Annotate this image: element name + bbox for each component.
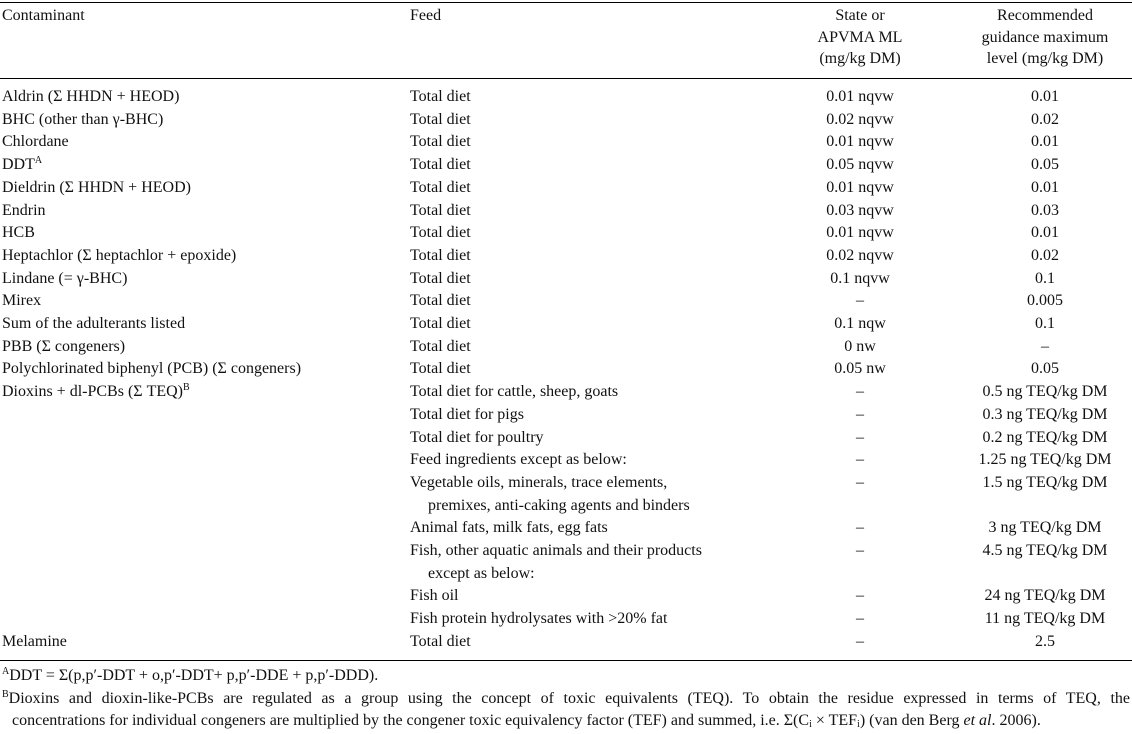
footnote-marker: B xyxy=(183,382,190,394)
subscript: i xyxy=(809,719,812,730)
cell-contaminant xyxy=(2,109,402,132)
feed-line: Total diet xyxy=(410,133,471,151)
cell-feed xyxy=(410,358,755,381)
footnote-marker: A xyxy=(34,155,43,167)
cell-recommended-level: 0.01 xyxy=(1031,88,1059,105)
cell-feed xyxy=(410,608,755,631)
cell-recommended-level: 1.25 ng TEQ/kg DM xyxy=(978,451,1112,469)
cell-recommended-level: 0.05 xyxy=(1031,360,1059,378)
footnote-text: . 2006). xyxy=(991,712,1041,729)
cell-feed xyxy=(410,449,755,472)
contaminant-name: HCB xyxy=(2,224,35,242)
feed-line: Fish, other aquatic animals and their products xyxy=(410,542,702,559)
feed-line: Total diet xyxy=(410,224,471,242)
cell-recommended-level: 0.05 xyxy=(1031,156,1059,174)
cell-recommended-level: 0.005 xyxy=(1027,292,1063,310)
feed-line: Total diet xyxy=(410,337,471,355)
header-line: State or xyxy=(835,7,885,24)
cell-feed xyxy=(410,177,755,200)
cell-state-ml: – xyxy=(856,542,864,559)
contaminant-name: Endrin xyxy=(2,201,46,219)
contaminant-name: Dioxins + dl-PCBs (Σ TEQ) xyxy=(2,383,184,401)
cell-feed xyxy=(410,222,755,245)
cell-contaminant xyxy=(2,154,402,177)
footnote-text: × TEF xyxy=(811,712,858,729)
cell-feed xyxy=(410,268,755,291)
cell-recommended-level: 0.01 xyxy=(1031,178,1059,196)
cell-recommended-level: 0.02 xyxy=(1031,110,1059,128)
header-line: level (mg/kg DM) xyxy=(986,50,1104,67)
cell-contaminant xyxy=(2,222,402,245)
cell-state-ml: 0.01 nqvw xyxy=(826,133,894,151)
cell-feed xyxy=(410,517,755,540)
cell-recommended-level: 1.5 ng TEQ/kg DM xyxy=(982,473,1108,491)
feed-line: Fish protein hydrolysates with >20% fat xyxy=(410,610,668,628)
contaminant-name: DDT xyxy=(2,156,35,174)
cell-recommended-level: 11 ng TEQ/kg DM xyxy=(984,610,1106,628)
cell-recommended-level: 3 ng TEQ/kg DM xyxy=(988,519,1102,537)
feed-line: Total diet xyxy=(410,156,471,174)
cell-feed xyxy=(410,381,755,404)
contaminant-name: Melamine xyxy=(2,632,67,650)
cell-state-ml: – xyxy=(856,587,864,605)
cell-state-ml: – xyxy=(856,519,864,537)
cell-state-ml: – xyxy=(856,451,864,469)
cell-state-ml: 0.05 nw xyxy=(834,360,886,378)
feed-line: Total diet for poultry xyxy=(410,428,544,446)
cell-contaminant xyxy=(2,86,402,109)
feed-line: Total diet for cattle, sheep, goats xyxy=(410,383,619,401)
cell-recommended-level: 0.1 xyxy=(1035,315,1055,332)
column-header-feed: Feed xyxy=(410,7,442,24)
cell-feed xyxy=(410,86,755,109)
cell-contaminant xyxy=(2,290,402,313)
contaminant-name: Heptachlor (Σ heptachlor + epoxide) xyxy=(2,246,237,264)
contaminant-name: Polychlorinated biphenyl (PCB) (Σ congeners) xyxy=(2,360,302,378)
footnote-text: ) (van den Berg xyxy=(859,712,964,729)
cell-recommended-level: 4.5 ng TEQ/kg DM xyxy=(982,542,1108,559)
cell-feed xyxy=(410,109,755,132)
cell-state-ml: 0.05 nqvw xyxy=(826,156,894,174)
contaminant-name: Aldrin (Σ HHDN + HEOD) xyxy=(2,88,180,105)
cell-state-ml: – xyxy=(856,383,864,401)
cell-state-ml: 0.01 nqvw xyxy=(826,224,894,242)
contaminant-name: Dieldrin (Σ HHDN + HEOD) xyxy=(2,178,191,196)
header-line: APVMA ML xyxy=(817,28,903,46)
cell-contaminant xyxy=(2,336,402,359)
feed-line: Total diet xyxy=(410,269,471,287)
cell-recommended-level: 0.2 ng TEQ/kg DM xyxy=(982,428,1108,446)
footnote-mark: B xyxy=(2,689,9,700)
column-header-contaminant: Contaminant xyxy=(2,7,85,24)
cell-feed xyxy=(410,245,755,268)
table-bottom-rule xyxy=(0,660,1132,661)
cell-contaminant xyxy=(2,268,402,291)
cell-state-ml: – xyxy=(856,292,864,310)
cell-state-ml: 0.02 nqvw xyxy=(826,110,894,128)
cell-state-ml: – xyxy=(856,610,864,628)
feed-line: Total diet xyxy=(410,360,471,378)
cell-state-ml: 0 nw xyxy=(844,337,876,355)
cell-contaminant xyxy=(2,313,402,336)
cell-contaminant xyxy=(2,131,402,154)
table-header-rule xyxy=(0,78,1132,79)
contaminant-name: Mirex xyxy=(2,292,42,310)
table-top-rule xyxy=(0,2,1132,3)
feed-line: Total diet xyxy=(410,110,471,128)
footnote-text: DDT = Σ(p,p′-DDT + o,p′-DDT+ p,p′-DDE + p,p′-DDD). xyxy=(9,667,379,684)
contaminant-name: Chlordane xyxy=(2,133,69,151)
cell-feed xyxy=(410,404,755,427)
cell-contaminant xyxy=(2,358,402,381)
feed-line: Total diet xyxy=(410,246,471,264)
header-line: guidance maximum xyxy=(981,28,1109,46)
cell-recommended-level: 0.01 xyxy=(1031,224,1059,242)
feed-line: except as below: xyxy=(428,564,535,582)
footnote-mark: A xyxy=(2,666,10,677)
feed-line: Total diet xyxy=(410,632,471,650)
cell-feed xyxy=(410,427,755,450)
cell-feed xyxy=(410,154,755,177)
footnote-b xyxy=(2,688,1130,710)
footnote-italic: et al xyxy=(963,712,992,729)
feed-line: Total diet xyxy=(410,315,471,332)
cell-state-ml: 0.1 nqw xyxy=(834,315,886,332)
cell-state-ml: – xyxy=(856,473,864,491)
cell-contaminant xyxy=(2,245,402,268)
contaminant-name: Sum of the adulterants listed xyxy=(2,315,186,332)
feed-line: Total diet xyxy=(410,201,471,219)
footnote-text: concentrations for individual congeners are multiplied by the congener toxic equivalency factor (TEF) and summed, i.e. Σ(C xyxy=(12,712,810,729)
cell-contaminant xyxy=(2,381,402,404)
cell-recommended-level: 0.5 ng TEQ/kg DM xyxy=(982,383,1108,401)
cell-feed xyxy=(410,200,755,223)
cell-feed xyxy=(410,631,755,654)
cell-recommended-level: 0.01 xyxy=(1031,133,1059,151)
feed-line: Total diet xyxy=(410,88,471,105)
cell-state-ml: – xyxy=(856,405,864,423)
cell-recommended-level: 24 ng TEQ/kg DM xyxy=(984,587,1106,605)
cell-recommended-level: 0.02 xyxy=(1031,246,1059,264)
cell-state-ml: 0.01 nqvw xyxy=(826,88,894,105)
cell-recommended-level: 2.5 xyxy=(1035,632,1055,650)
subscript: i xyxy=(857,719,860,730)
cell-recommended-level: – xyxy=(1041,337,1049,355)
cell-state-ml: – xyxy=(856,428,864,446)
cell-recommended-level: 0.3 ng TEQ/kg DM xyxy=(982,405,1108,423)
footnote-text: Dioxins and dioxin-like-PCBs are regulated as a group using the concept of toxic equivalents (TEQ). To obtain the residue expressed in terms of TEQ, the xyxy=(8,690,1130,707)
cell-feed xyxy=(410,472,755,517)
feed-line: Total diet xyxy=(410,292,471,310)
cell-contaminant xyxy=(2,631,402,654)
cell-recommended-level: 0.1 xyxy=(1035,269,1055,287)
cell-feed xyxy=(410,540,755,585)
cell-contaminant xyxy=(2,177,402,200)
column-header-recommended-level xyxy=(960,5,1130,70)
cell-state-ml: – xyxy=(856,632,864,650)
cell-contaminant xyxy=(2,200,402,223)
contaminant-name: BHC (other than γ-BHC) xyxy=(2,110,164,128)
header-line: (mg/kg DM) xyxy=(819,50,901,67)
feed-line: Vegetable oils, minerals, trace elements, xyxy=(410,473,668,491)
cell-state-ml: 0.02 nqvw xyxy=(826,246,894,264)
cell-feed xyxy=(410,313,755,336)
cell-state-ml: 0.01 nqvw xyxy=(826,178,894,196)
feed-line: Total diet for pigs xyxy=(410,405,524,423)
cell-feed xyxy=(410,290,755,313)
cell-feed xyxy=(410,585,755,608)
cell-recommended-level: 0.03 xyxy=(1031,201,1059,219)
header-line: Recommended xyxy=(997,7,1093,24)
contaminant-name: PBB (Σ congeners) xyxy=(2,337,126,355)
feed-line: Animal fats, milk fats, egg fats xyxy=(410,519,608,537)
cell-feed xyxy=(410,131,755,154)
cell-state-ml: 0.03 nqvw xyxy=(826,201,894,219)
cell-feed xyxy=(410,336,755,359)
feed-line: Feed ingredients except as below: xyxy=(410,451,627,469)
cell-state-ml: 0.1 nqvw xyxy=(830,269,890,287)
feed-line: premixes, anti-caking agents and binders xyxy=(428,496,690,514)
feed-line: Total diet xyxy=(410,178,471,196)
footnote-a xyxy=(2,665,1130,687)
feed-line: Fish oil xyxy=(410,587,459,605)
contaminant-name: Lindane (= γ-BHC) xyxy=(2,269,128,287)
footnote-b-continued xyxy=(2,710,1132,732)
column-header-state-apvma-ml xyxy=(780,5,940,70)
